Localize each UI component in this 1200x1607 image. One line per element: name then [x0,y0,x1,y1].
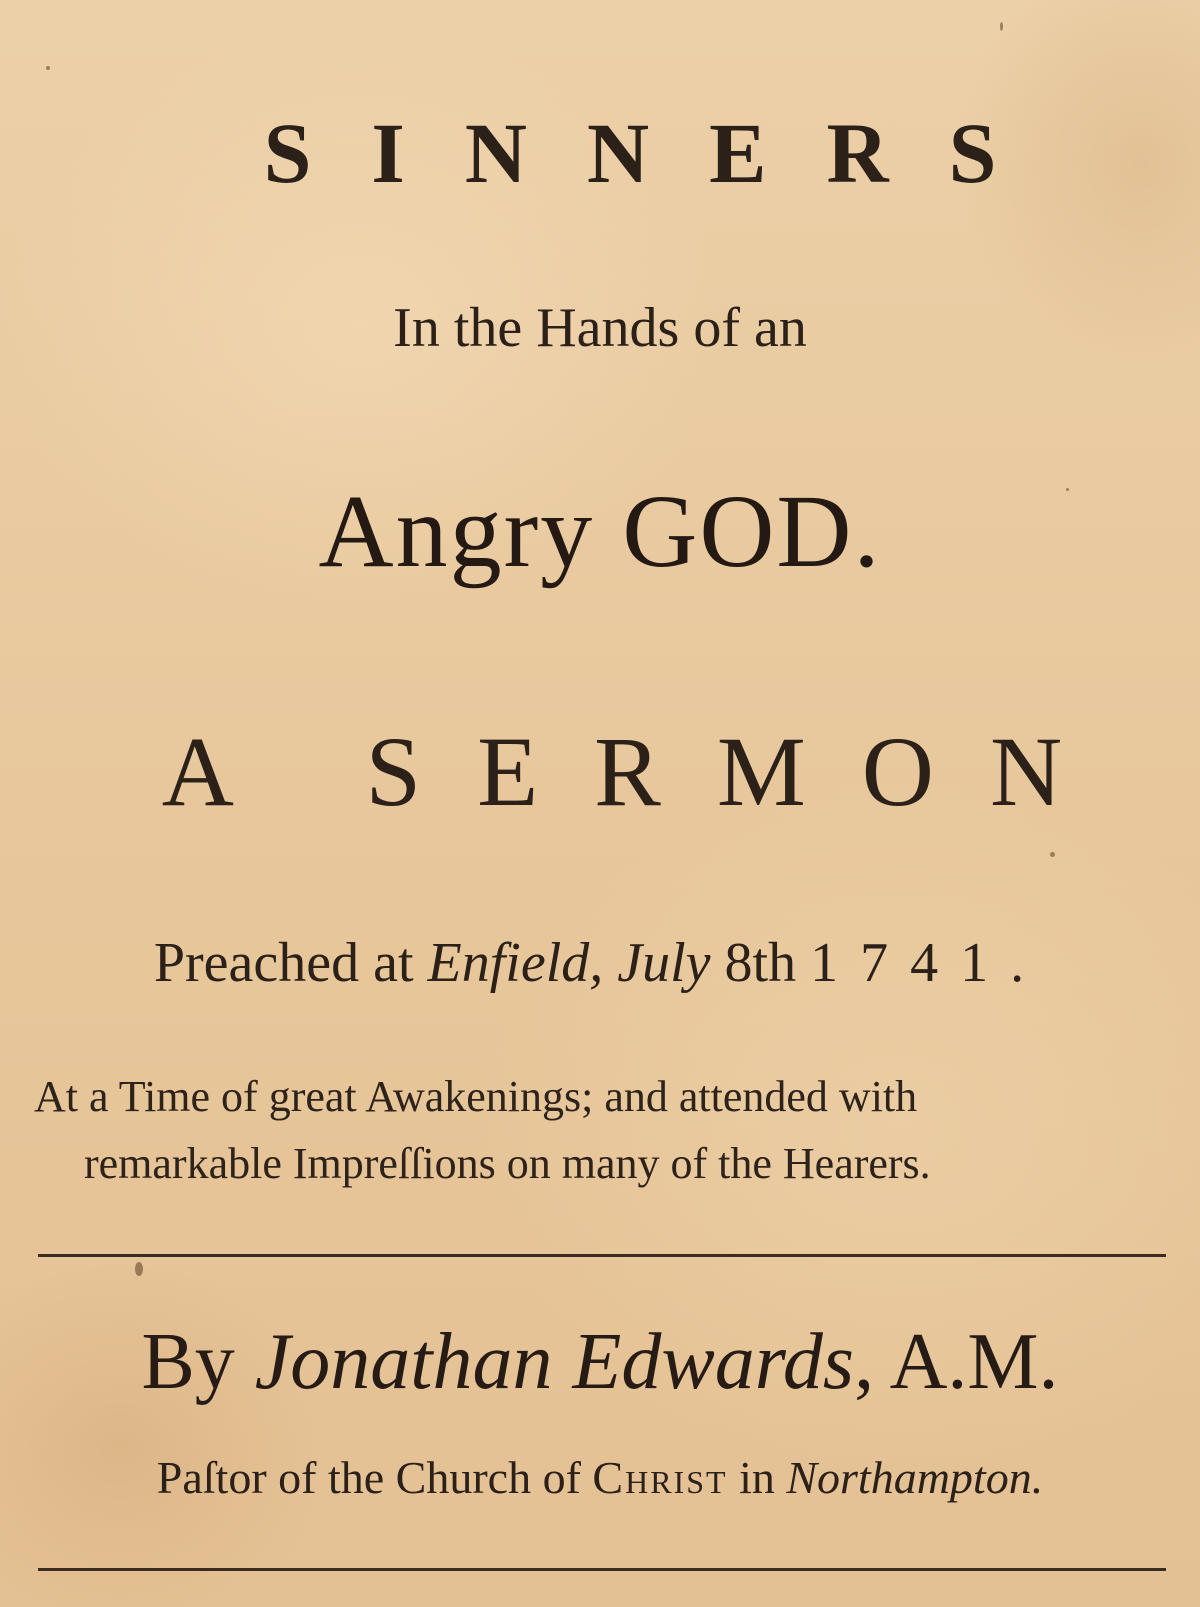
author-name: Jonathan Edwards [254,1318,855,1406]
horizontal-rule-top [38,1254,1166,1257]
occasion-line-2: remarkable Impreſſions on many of the Hearers. [84,1139,931,1188]
subtitle-a-sermon: A SERMON [161,716,1119,827]
paper-speck [135,1262,143,1276]
occasion-line-1: At a Time of great Awakenings; and attended with [34,1072,918,1121]
author-prefix: By [141,1318,255,1406]
pastor-town: Northampton. [786,1452,1044,1503]
title-angry-god: Angry GOD. [318,474,882,589]
pastor-christ: Christ [592,1452,728,1503]
horizontal-rule-bottom [38,1568,1166,1571]
preached-year: 1741. [810,932,1047,994]
pastor-prefix: Paſtor of the Church of [156,1452,593,1503]
title-sinners: SINNERS [263,105,1057,201]
paper-speck [1050,852,1055,857]
preached-prefix: Preached at [153,932,428,994]
preached-line [0,932,1200,994]
pastor-line [0,1452,1200,1503]
title-in-the-hands: In the Hands of an [393,297,807,359]
preached-month: July [603,932,711,994]
preached-place: Enfield, [427,932,604,994]
pastor-mid: in [727,1452,787,1503]
preached-day: 8th [710,932,811,994]
paper-speck [1066,488,1069,491]
paper-speck [1000,22,1003,31]
paper-speck [46,66,50,70]
author-suffix: , A.M. [854,1318,1059,1406]
author-line [30,1318,1170,1406]
